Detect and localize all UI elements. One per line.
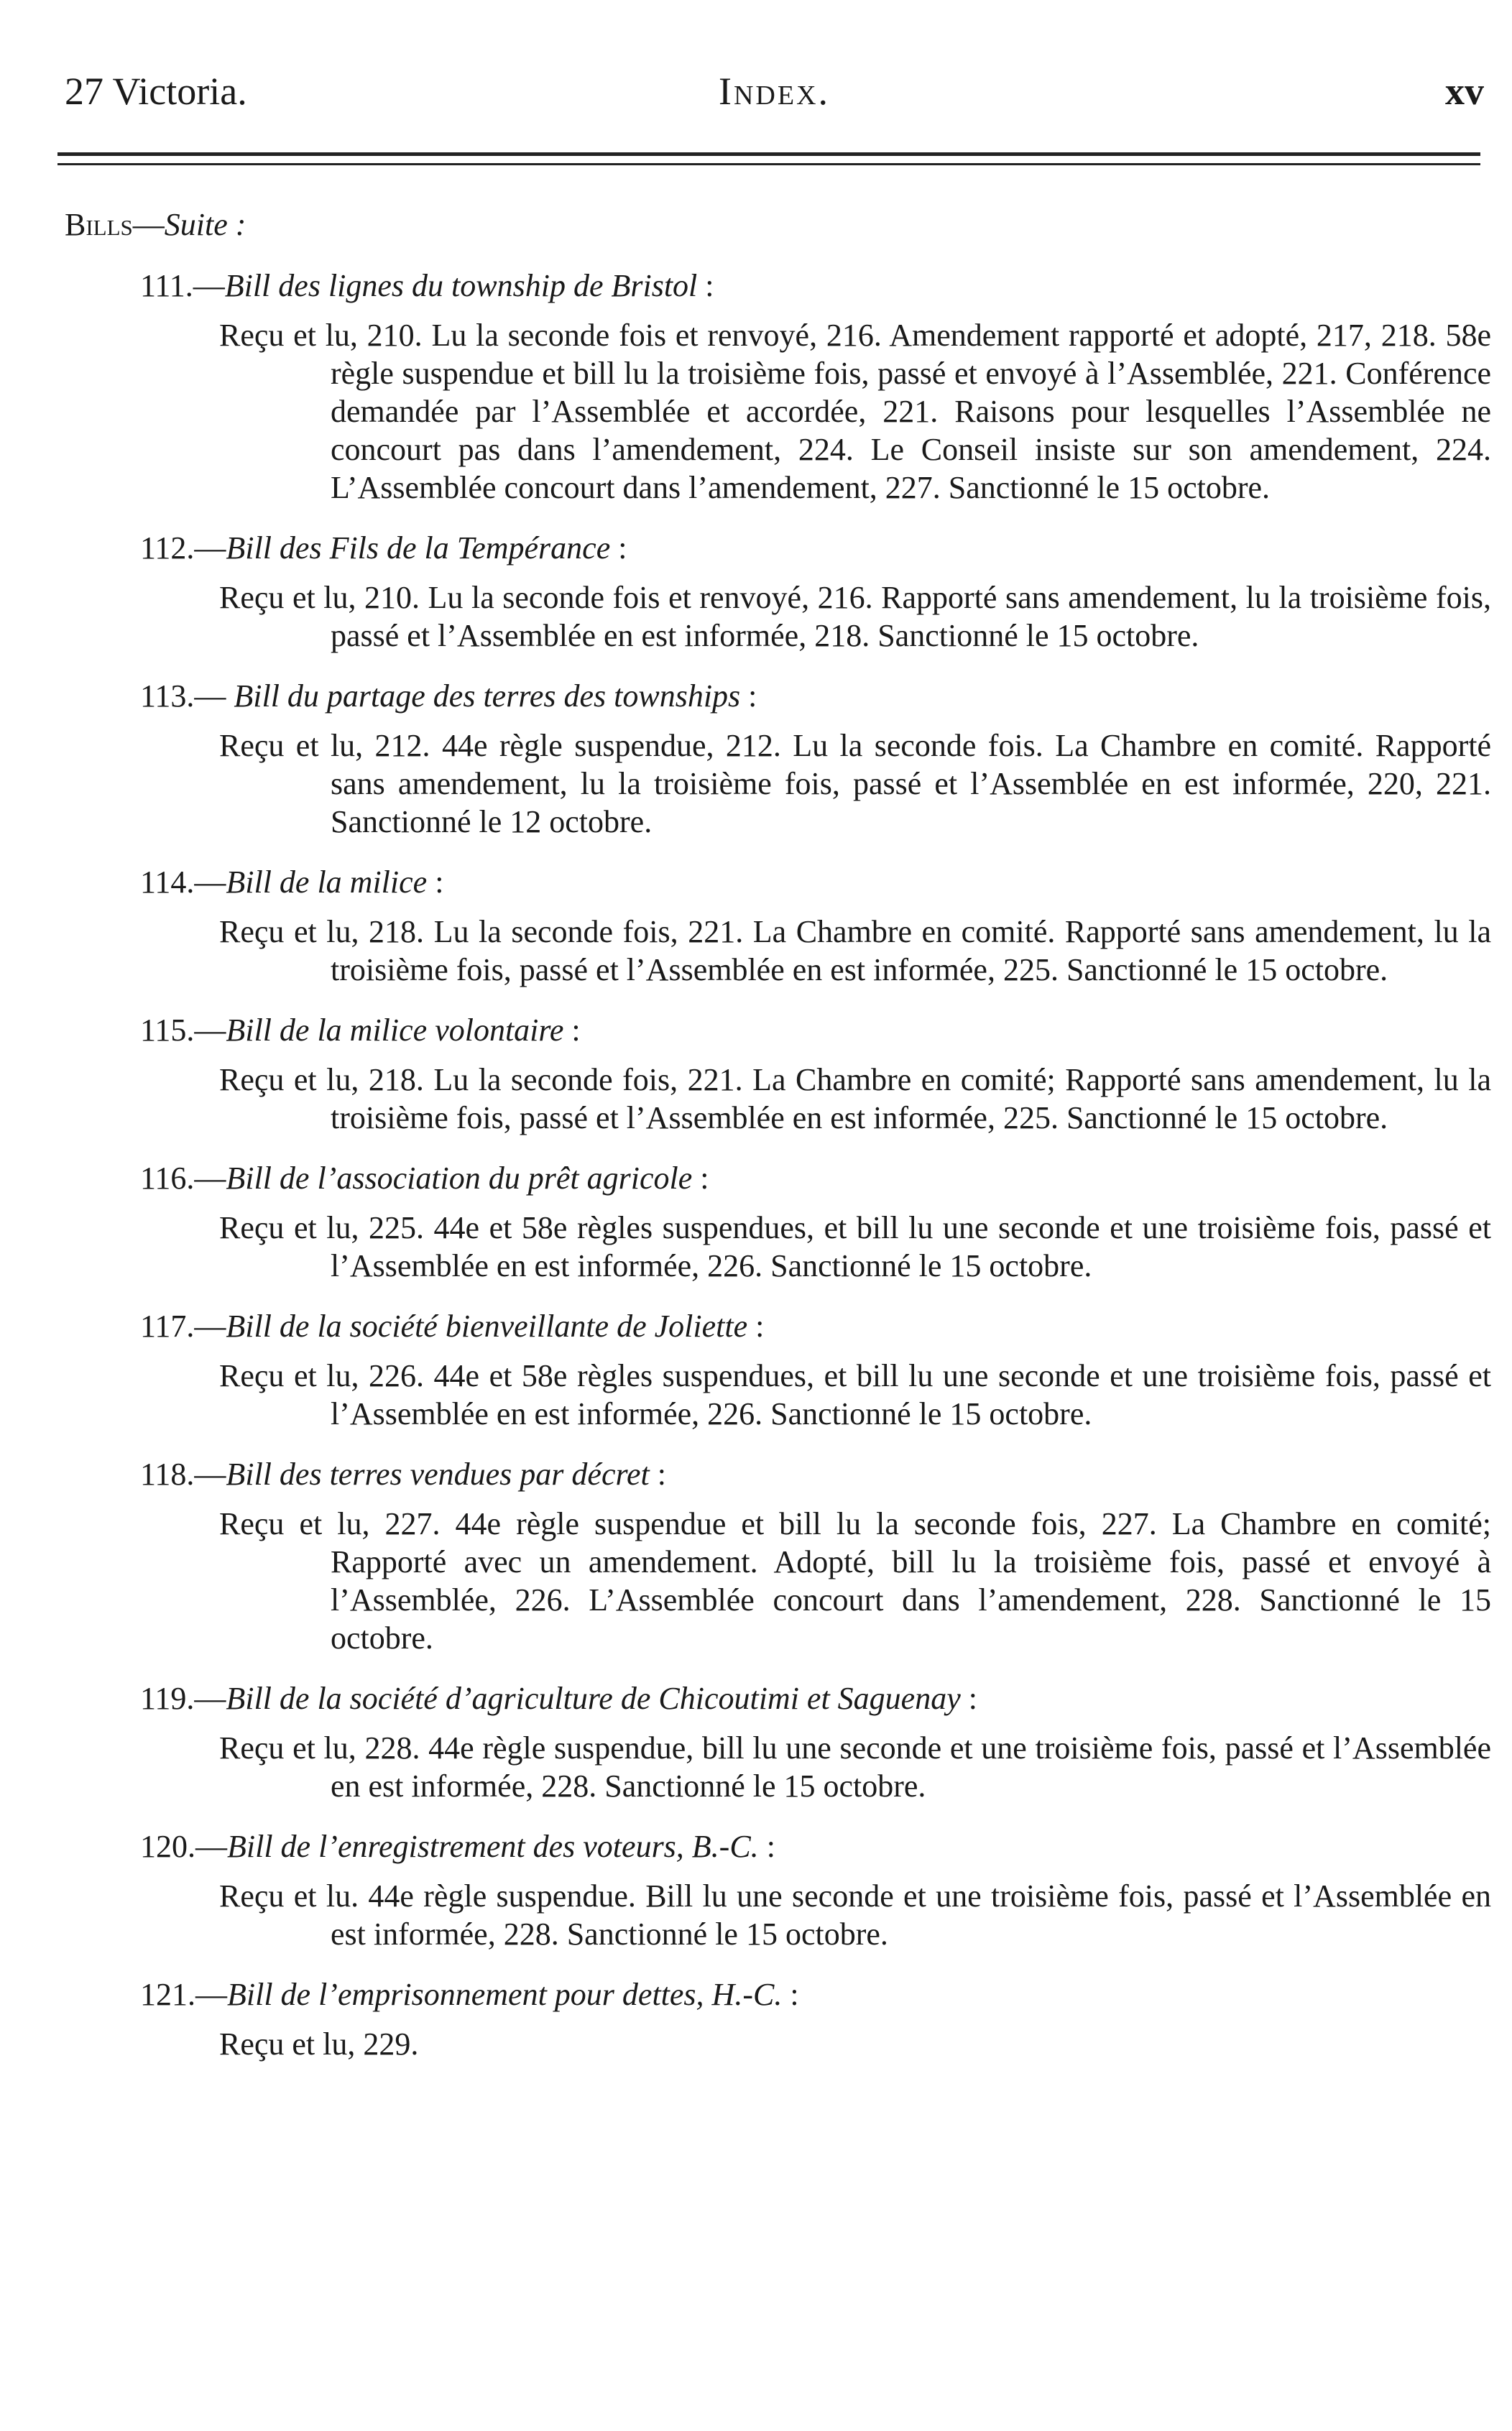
entry-colon: :: [747, 1309, 765, 1344]
entry-heading: [140, 1306, 1491, 1347]
entry-colon: :: [649, 1457, 666, 1492]
entry-heading: [140, 1975, 1491, 2015]
index-entry: [140, 1454, 1491, 1657]
entry-body: Reçu et lu, 210. Lu la seconde fois et renvoyé, 216. Rapporté sans amendement, lu la troisième fois, passé et l’Assemblée en est informée, 218. Sanctionné le 15 octobre.: [219, 580, 1491, 653]
entry-number: 112.—: [140, 530, 226, 566]
entry-colon: :: [427, 864, 444, 900]
index-entry: [140, 1010, 1491, 1137]
entry-number: 119.—: [140, 1681, 226, 1716]
header-rule: [57, 152, 1480, 165]
entry-body: Reçu et lu, 229.: [219, 2026, 419, 2062]
entry-heading: [140, 1679, 1491, 1719]
entry-number: 117.—: [140, 1309, 226, 1344]
index-entry: [140, 1827, 1491, 1953]
index-entry: [140, 1306, 1491, 1433]
entry-body: Reçu et lu, 210. Lu la seconde fois et renvoyé, 216. Amendement rapporté et adopté, 217, 218. 58e règle suspendue et bill lu la troisième fois, passé et envoyé à l’Assemblée, 221. Conférence demandée par l’Assemblée et accordée, 221. Raisons pour lesquelles l’Assemblée ne concourt pas dans l’amendement, 224. Le Conseil insiste sur son amendement, 224. L’Assemblée concourt dans l’amendement, 227. Sanctionné le 15 octobre.: [219, 318, 1491, 505]
entry-number: 118.—: [140, 1457, 226, 1492]
section-suffix: Suite :: [164, 207, 246, 242]
entry-title: Bill de l’association du prêt agricole: [226, 1161, 693, 1196]
entry-body: Reçu et lu, 218. Lu la seconde fois, 221. La Chambre en comité. Rapporté sans amendement, lu la troisième fois, passé et l’Assemblée en est informée, 225. Sanctionné le 15 octobre.: [219, 914, 1491, 987]
entry-title: Bill du partage des terres des townships: [234, 678, 741, 714]
entry-heading: [140, 1827, 1491, 1867]
entry-heading: [140, 1010, 1491, 1051]
index-entry: [140, 1679, 1491, 1805]
entry-title: Bill des lignes du township de Bristol: [224, 268, 698, 303]
index-entry: [140, 528, 1491, 655]
header-volume: 27 Victoria.: [65, 70, 247, 113]
entry-body: Reçu et lu, 228. 44e règle suspendue, bill lu une seconde et une troisième fois, passé et l’Assemblée en est informée, 228. Sanctionné le 15 octobre.: [219, 1730, 1491, 1804]
entry-heading: [140, 1454, 1491, 1495]
entry-number: 116.—: [140, 1161, 226, 1196]
entry-title: Bill de la société d’agriculture de Chicoutimi et Saguenay: [226, 1681, 961, 1716]
entry-body: Reçu et lu, 212. 44e règle suspendue, 212. Lu la seconde fois. La Chambre en comité. Rapporté sans amendement, lu la troisième fois, passé et l’Assemblée en est informée, 220, 221. Sanctionné le 12 octobre.: [219, 728, 1491, 839]
entry-colon: :: [782, 1977, 799, 2012]
entry-heading: [140, 862, 1491, 903]
entry-number: 114.—: [140, 864, 226, 900]
entry-heading: [140, 528, 1491, 568]
entry-body: Reçu et lu, 225. 44e et 58e règles suspendues, et bill lu une seconde et une troisième fois, passé et l’Assemblée en est informée, 226. Sanctionné le 15 octobre.: [219, 1210, 1491, 1283]
entry-number: 111.—: [140, 268, 225, 303]
entry-title: Bill des Fils de la Tempérance: [226, 530, 611, 566]
entry-colon: :: [697, 268, 714, 303]
page-number: xv: [1445, 70, 1484, 113]
entry-heading: [140, 676, 1491, 716]
entry-body: Reçu et lu, 226. 44e et 58e règles suspendues, et bill lu une seconde et une troisième fois, passé et l’Assemblée en est informée, 226. Sanctionné le 15 octobre.: [219, 1358, 1491, 1431]
index-entry: [140, 676, 1491, 841]
entry-body: Reçu et lu, 227. 44e règle suspendue et bill lu la seconde fois, 227. La Chambre en comité; Rapporté avec un amendement. Adopté, bill lu la troisième fois, passé et envoyé à l’Assemblée, 226. L’Assemblée concourt dans l’amendement, 228. Sanctionné le 15 octobre.: [219, 1506, 1491, 1656]
section-name: Bills: [65, 207, 133, 242]
entry-number: 115.—: [140, 1012, 226, 1048]
section-title: [65, 205, 246, 245]
entry-colon: :: [740, 678, 757, 714]
entry-colon: :: [563, 1012, 581, 1048]
index-entry: [140, 1975, 1491, 2063]
entry-colon: :: [960, 1681, 977, 1716]
entry-number: 113.—: [140, 678, 234, 714]
entry-number: 121.—: [140, 1977, 227, 2012]
index-entries: [140, 266, 1491, 2085]
entry-title: Bill de la société bienveillante de Joliette: [226, 1309, 748, 1344]
entry-colon: :: [692, 1161, 709, 1196]
entry-colon: :: [610, 530, 627, 566]
entry-title: Bill de la milice volontaire: [226, 1012, 564, 1048]
entry-title: Bill de la milice: [226, 864, 428, 900]
index-entry: [140, 266, 1491, 507]
section-dash: —: [132, 207, 165, 242]
entry-title: Bill de l’emprisonnement pour dettes, H.-C.: [227, 1977, 783, 2012]
entry-colon: :: [758, 1829, 775, 1864]
entry-heading: [140, 1158, 1491, 1199]
entry-body: Reçu et lu, 218. Lu la seconde fois, 221. La Chambre en comité; Rapporté sans amendement, lu la troisième fois, passé et l’Assemblée en est informée, 225. Sanctionné le 15 octobre.: [219, 1062, 1491, 1135]
index-entry: [140, 862, 1491, 989]
entry-body: Reçu et lu. 44e règle suspendue. Bill lu une seconde et une troisième fois, passé et l’Assemblée en est informée, 228. Sanctionné le 15 octobre.: [219, 1878, 1491, 1952]
index-entry: [140, 1158, 1491, 1285]
entry-number: 120.—: [140, 1829, 227, 1864]
entry-title: Bill des terres vendues par décret: [226, 1457, 650, 1492]
entry-title: Bill de l’enregistrement des voteurs, B.-C.: [227, 1829, 759, 1864]
header-title: Index.: [718, 70, 831, 113]
entry-heading: [140, 266, 1491, 306]
page-header: [65, 66, 1484, 116]
